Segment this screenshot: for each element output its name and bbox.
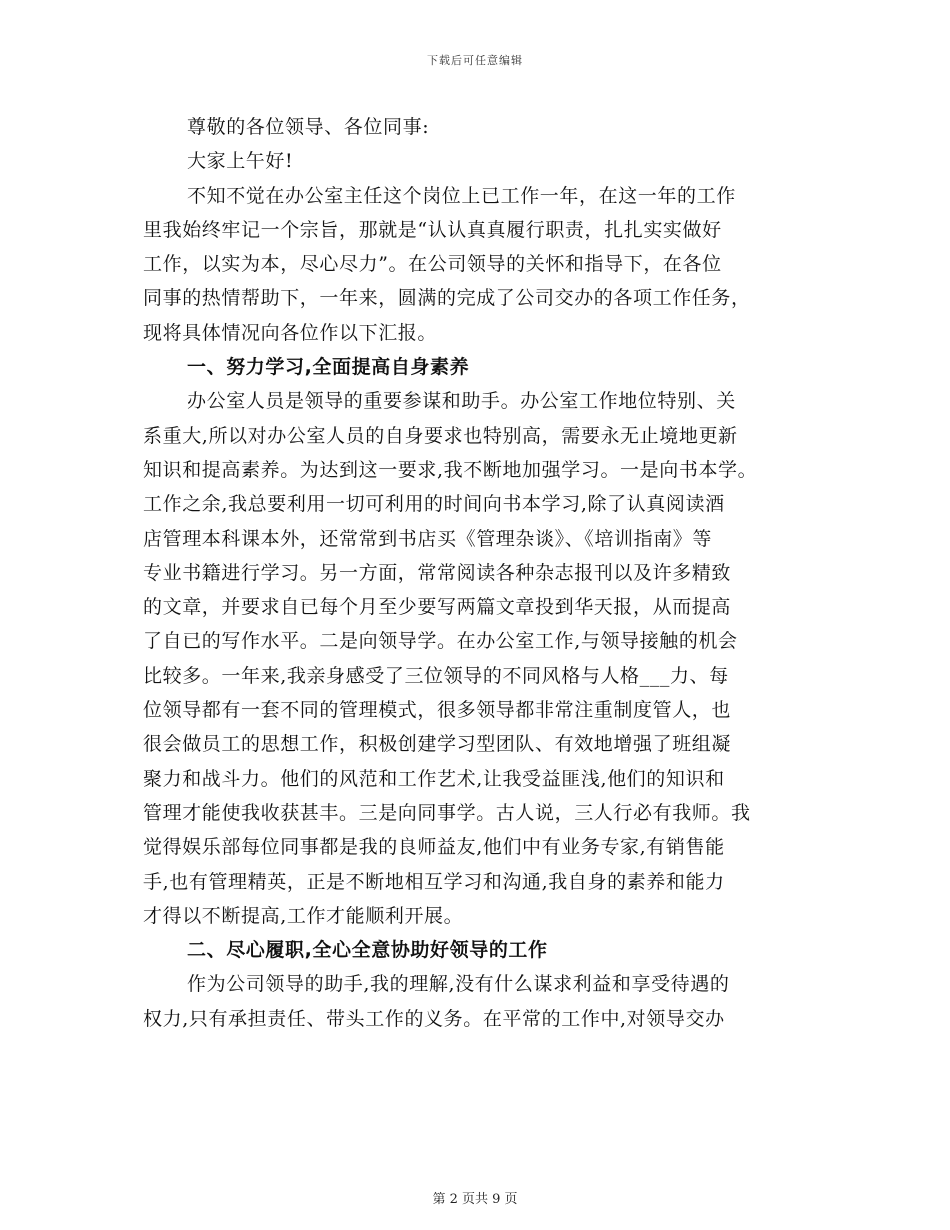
section-heading-2: 二、尽心履职,全心全意协助好领导的工作 [187,939,548,962]
document-body [143,110,808,1036]
section-heading-1: 一、努力学习,全面提高自身素养 [187,356,470,379]
paragraph-line: 觉得娱乐部每位同事都是我的良师益友,他们中有业务专家,有销售能 [143,836,725,859]
paragraph-line: 知识和提高素养。为达到这一要求,我不断地加强学习。一是向书本学。 [143,458,758,481]
paragraph-line: 工作之余,我总要利用一切可利用的时间向书本学习,除了认真阅读酒 [143,493,725,516]
page-footer: 第 2 页共 9 页 [432,1192,518,1207]
paragraph-line: 现将具体情况向各位作以下汇报。 [143,321,438,344]
paragraph-line: 位领导都有一套不同的管理模式，很多领导都非常注重制度管人，也 [143,699,732,722]
paragraph-line: 不知不觉在办公室主任这个岗位上已工作一年，在这一年的工作 [187,184,736,207]
paragraph-line: 权力,只有承担责任、带头工作的义务。在平常的工作中,对领导交办 [143,1007,725,1030]
paragraph-line: 了自已的写作水平。二是向领导学。在办公室工作,与领导接触的机会 [143,630,738,653]
paragraph-line: 工作，以实为本，尽心尽力”。在公司领导的关怀和指导下，在各位 [143,253,722,276]
paragraph-line: 比较多。一年来,我亲身感受了三位领导的不同风格与人格___力、每 [143,664,729,687]
paragraph-line: 聚力和战斗力。他们的风范和工作艺术,让我受益匪浅,他们的知识和 [143,767,725,790]
salutation: 尊敬的各位领导、各位同事: [187,116,430,138]
page-header: 下载后可任意编辑 [427,54,523,67]
greeting: 大家上午好! [187,150,294,173]
paragraph-line: 才得以不断提高,工作才能顺利开展。 [143,904,464,927]
paragraph-line: 作为公司领导的助手,我的理解,没有什么谋求利益和享受待遇的 [187,973,730,996]
paragraph-line: 店管理本科课本外，还常常到书店买《管理杂谈》、《培训指南》等 [143,527,713,550]
paragraph-line: 的文章，并要求自已每个月至少要写两篇文章投到华天报，从而提高 [143,596,732,619]
paragraph-line: 手,也有管理精英，正是不断地相互学习和沟通,我自身的素养和能力 [143,870,725,893]
paragraph-line: 里我始终牢记一个宗旨，那就是“认认真真履行职责，扎扎实实做好 [143,218,722,241]
paragraph-line: 专业书籍进行学习。另一方面，常常阅读各种杂志报刊以及许多精致 [143,561,732,584]
paragraph-line: 办公室人员是领导的重要参谋和助手。办公室工作地位特别、关 [187,390,736,413]
paragraph-line: 很会做员工的思想工作，积极创建学习型团队、有效地增强了班组凝 [143,733,732,756]
paragraph-line: 同事的热情帮助下，一年来，圆满的完成了公司交办的各项工作任务， [143,287,751,310]
paragraph-line: 管理才能使我收获甚丰。三是向同事学。古人说，三人行必有我师。我 [143,801,751,824]
paragraph-line: 系重大,所以对办公室人员的自身要求也特别高，需要永无止境地更新 [143,424,738,447]
